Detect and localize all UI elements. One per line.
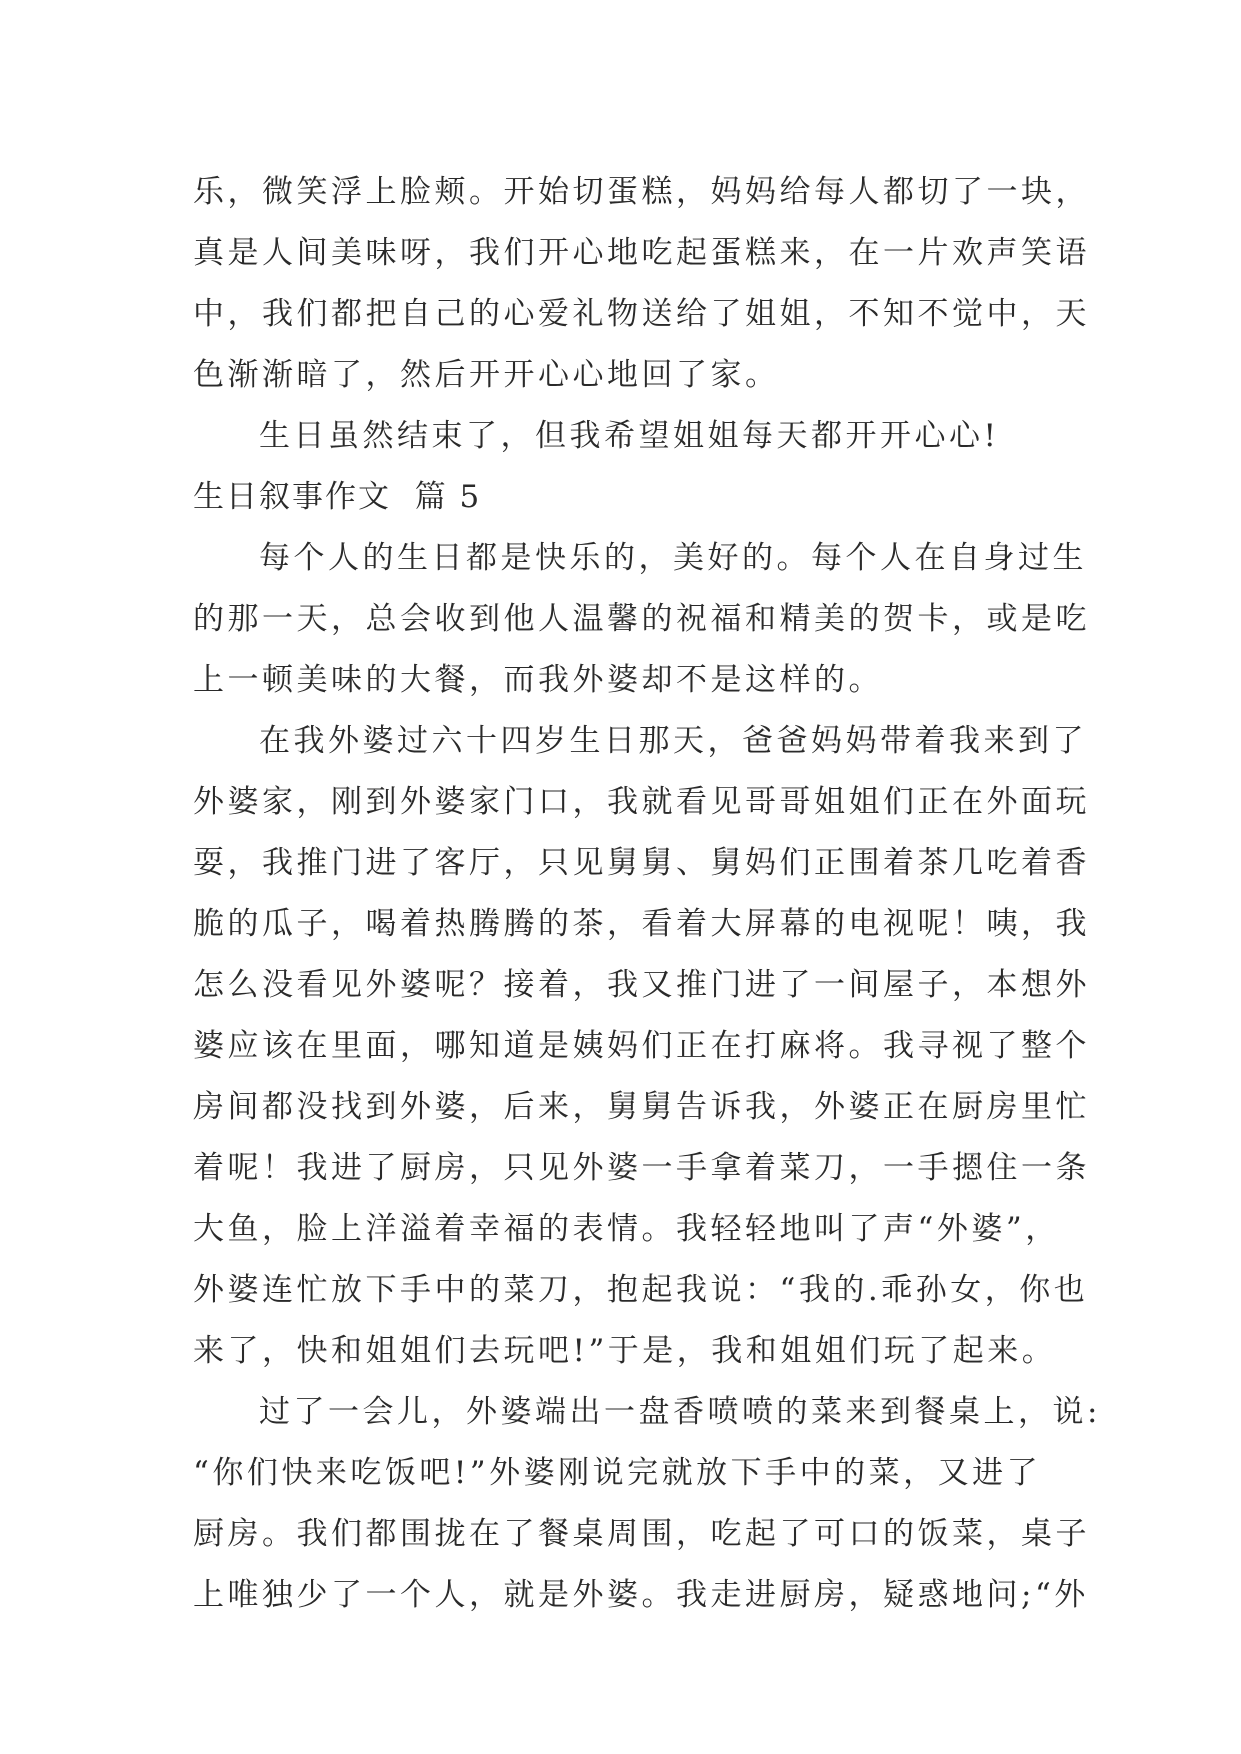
text-line: 房间都没找到外婆，后来，舅舅告诉我，外婆正在厨房里忙 <box>193 1089 1090 1125</box>
text-line: 生日虽然结束了，但我希望姐姐每天都开开心心! <box>259 418 1000 454</box>
text-line: 耍，我推门进了客厅，只见舅舅、舅妈们正围着茶几吃着香 <box>193 845 1090 881</box>
text-line: 外婆家，刚到外婆家门口，我就看见哥哥姐姐们正在外面玩 <box>193 784 1090 820</box>
text-line: 上一顿美味的大餐，而我外婆却不是这样的。 <box>193 662 883 698</box>
text-line: 着呢！我进了厨房，只见外婆一手拿着菜刀，一手摁住一条 <box>193 1150 1090 1186</box>
text-line: “你们快来吃饭吧!”外婆刚说完就放下手中的菜，又进了 <box>193 1455 1042 1491</box>
text-line: 外婆连忙放下手中的菜刀，抱起我说：“我的.乖孙女，你也 <box>193 1272 1089 1308</box>
text-line: 大鱼，脸上洋溢着幸福的表情。我轻轻地叫了声“外婆”， <box>193 1211 1060 1247</box>
text-line: 乐，微笑浮上脸颊。开始切蛋糕，妈妈给每人都切了一块， <box>193 174 1090 210</box>
continued-paragraph <box>193 162 1090 406</box>
text-line: 过了一会儿，外婆端出一盘香喷喷的菜来到餐桌上，说: <box>259 1394 1101 1430</box>
paragraph <box>193 528 1090 711</box>
text-line: 色渐渐暗了，然后开开心心地回了家。 <box>193 357 780 393</box>
text-line: 中，我们都把自己的心爱礼物送给了姐姐，不知不觉中，天 <box>193 296 1090 332</box>
document-body <box>193 162 1101 1626</box>
text-line: 在我外婆过六十四岁生日那天，爸爸妈妈带着我来到了 <box>259 723 1087 759</box>
text-line: 上唯独少了一个人，就是外婆。我走进厨房，疑惑地问;“外 <box>193 1577 1089 1613</box>
paragraph <box>193 711 1090 1382</box>
text-line: 每个人的生日都是快乐的，美好的。每个人在自身过生 <box>259 540 1087 576</box>
section-heading: 生日叙事作文 篇 5 <box>193 479 482 515</box>
text-line: 怎么没看见外婆呢？接着，我又推门进了一间屋子，本想外 <box>193 967 1090 1003</box>
text-line: 来了，快和姐姐们去玩吧!”于是，我和姐姐们玩了起来。 <box>193 1333 1057 1369</box>
closing-paragraph <box>193 406 1063 467</box>
text-line: 的那一天，总会收到他人温馨的祝福和精美的贺卡，或是吃 <box>193 601 1090 637</box>
text-line: 婆应该在里面，哪知道是姨妈们正在打麻将。我寻视了整个 <box>193 1028 1090 1064</box>
text-line: 脆的瓜子，喝着热腾腾的茶，看着大屏幕的电视呢！咦，我 <box>193 906 1090 942</box>
paragraph <box>193 1382 1101 1626</box>
text-line: 真是人间美味呀，我们开心地吃起蛋糕来，在一片欢声笑语 <box>193 235 1090 271</box>
text-line: 厨房。我们都围拢在了餐桌周围，吃起了可口的饭菜，桌子 <box>193 1516 1090 1552</box>
